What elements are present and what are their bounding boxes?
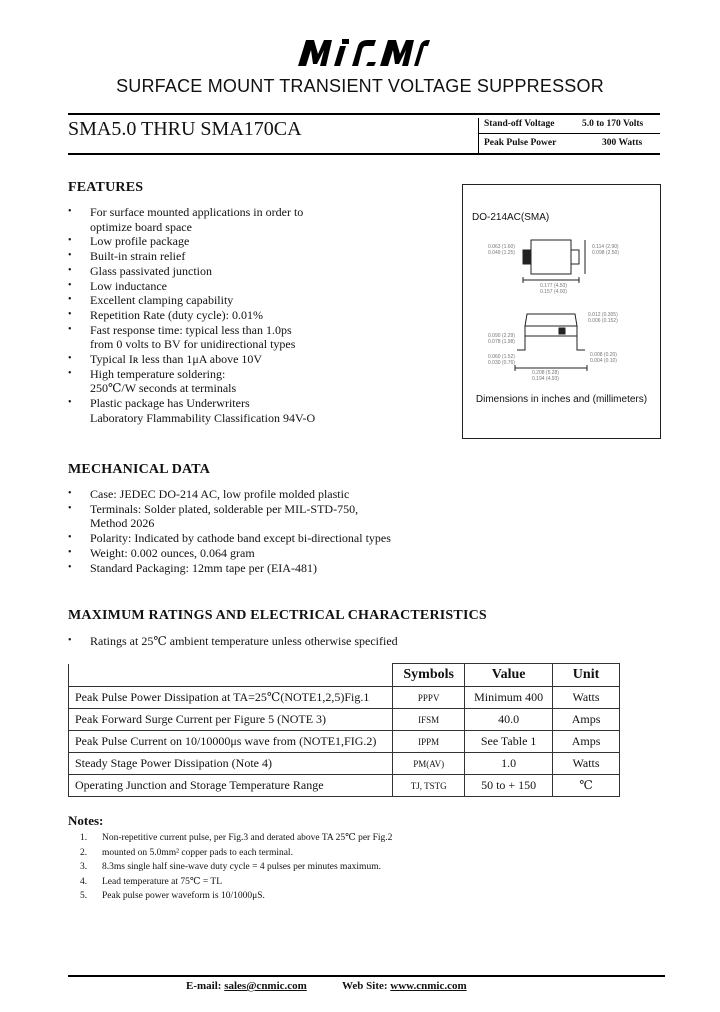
note-item: 1. Non-repetitive current pulse, per Fig.3 and derated above TA 25℃ per Fig.2: [80, 833, 393, 843]
list-item: • Standard Packaging: 12mm tape per (EIA-481): [68, 561, 391, 576]
package-dims-caption: Dimensions in inches and (millimeters): [475, 394, 648, 405]
list-item: • Typical Iʀ less than 1μA above 10V: [68, 352, 315, 367]
company-logo: [296, 36, 430, 68]
table-header-row: [69, 664, 620, 687]
list-item: • For surface mounted applications in order to optimize board space: [68, 205, 315, 234]
list-item: • Plastic package has Underwriters Laboratory Flammability Classification 94V-O: [68, 396, 316, 425]
list-item: • Low inductance: [68, 279, 315, 294]
list-item-text: optimize board space: [90, 219, 192, 234]
table-cell-param: Operating Junction and Storage Temperature Range: [69, 775, 393, 797]
table-row: [69, 753, 620, 775]
table-cell-symbol: IFSM: [393, 709, 465, 731]
mechanical-heading: MECHANICAL DATA: [68, 462, 211, 477]
footer-rule: [68, 975, 665, 977]
spec-label: Stand-off Voltage: [484, 119, 555, 129]
package-dimension-labels: 0.008 (0.20) 0.004 (0.10): [590, 352, 617, 364]
table-cell-symbol: IPPM: [393, 731, 465, 753]
notes-list: [80, 831, 392, 904]
list-item-text: Terminals: Solder plated, solderable per MIL-STD-750,: [90, 501, 359, 516]
list-item-text: Typical Iʀ less than 1μA above 10V: [90, 352, 263, 367]
table-cell-param: Steady Stage Power Dissipation (Note 4): [69, 753, 393, 775]
table-header-cell: Value: [465, 664, 553, 687]
list-item-text: Weight: 0.002 ounces, 0.064 gram: [90, 545, 255, 560]
spec-value: 5.0 to 170 Volts: [582, 119, 644, 129]
spec-divider: [478, 133, 660, 134]
table-cell-unit: Watts: [553, 687, 620, 709]
list-item-text: Laboratory Flammability Classification 94V-O: [90, 410, 316, 425]
package-dimension-labels: 0.012 (0.305) 0.006 (0.152): [588, 312, 618, 324]
features-list: [68, 205, 315, 426]
table-row: [69, 687, 620, 709]
table-header-cell: Symbols: [393, 664, 465, 687]
table-cell-symbol: PPPV: [393, 687, 465, 709]
list-item-text: from 0 volts to BV for unidirectional types: [90, 337, 296, 352]
table-cell-unit: ℃: [553, 775, 620, 797]
footer-website: [342, 980, 467, 992]
list-item-text: For surface mounted applications in order to: [90, 205, 304, 219]
header-rule: [68, 113, 660, 115]
package-name: DO-214AC(SMA): [472, 212, 550, 223]
table-row: [69, 775, 620, 797]
package-dimension-labels: 0.208 (5.28) 0.194 (4.93): [532, 370, 559, 382]
table-cell-unit: Amps: [553, 709, 620, 731]
package-dimension-labels: 0.090 (2.29) 0.078 (1.98): [488, 333, 515, 345]
document-title: SURFACE MOUNT TRANSIENT VOLTAGE SUPPRESSOR: [116, 76, 604, 96]
package-dimension-labels: 0.114 (2.90) 0.098 (2.50): [592, 244, 619, 256]
features-heading: FEATURES: [68, 180, 144, 195]
list-item: • High temperature soldering: 250℃/W seconds at terminals: [68, 367, 315, 396]
ratings-note: • Ratings at 25℃ ambient temperature unless otherwise specified: [68, 634, 398, 648]
list-item-text: Fast response time: typical less than 1.0ps: [90, 322, 292, 337]
mechanical-list: [68, 487, 391, 575]
list-item-text: Repetition Rate (duty cycle): 0.01%: [90, 307, 263, 322]
list-item-text: Excellent clamping capability: [90, 293, 234, 308]
list-item-text: Method 2026: [90, 516, 155, 531]
spec-divider: [478, 118, 479, 154]
list-item-text: Polarity: Indicated by cathode band except bi-directional types: [90, 531, 391, 546]
table-header-cell: [69, 664, 393, 687]
table-row: [69, 709, 620, 731]
list-item-text: Low inductance: [90, 278, 167, 293]
website-label: Web Site:: [342, 980, 388, 992]
table-cell-symbol: PM(AV): [393, 753, 465, 775]
list-item-text: High temperature soldering:: [90, 366, 226, 381]
list-item-text: Low profile package: [90, 234, 190, 249]
list-item: • Built-in strain relief: [68, 249, 315, 264]
list-item: • Low profile package: [68, 234, 315, 249]
part-range: SMA5.0 THRU SMA170CA: [68, 118, 302, 140]
email-label: E-mail:: [186, 980, 222, 992]
list-item: • Excellent clamping capability: [68, 293, 315, 308]
table-cell-value: See Table 1: [465, 731, 553, 753]
table-cell-param: Peak Pulse Current on 10/10000μs wave from (NOTE1,FIG.2): [69, 731, 393, 753]
note-item: 4. Lead temperature at 75℃ = TL: [80, 876, 222, 887]
package-dimension-labels: 0.063 (1.60) 0.049 (1.25): [488, 244, 515, 256]
website-link[interactable]: www.cnmic.com: [390, 980, 467, 992]
table-cell-value: 50 to + 150: [465, 775, 553, 797]
list-item: • Case: JEDEC DO-214 AC, low profile molded plastic: [68, 487, 391, 502]
list-item: • Polarity: Indicated by cathode band except bi-directional types: [68, 531, 391, 546]
table-cell-value: Minimum 400: [465, 687, 553, 709]
note-item: 2. mounted on 5.0mm² copper pads to each terminal.: [80, 847, 293, 858]
list-item: • Fast response time: typical less than 1.0ps from 0 volts to BV for unidirectional types: [68, 323, 315, 352]
notes-heading: Notes:: [68, 813, 104, 828]
list-item: • Terminals: Solder plated, solderable per MIL-STD-750, Method 2026: [68, 502, 391, 531]
list-item-text: Glass passivated junction: [90, 263, 212, 278]
note-item: 5. Peak pulse power waveform is 10/1000μS.: [80, 891, 265, 901]
header-rule: [68, 153, 660, 155]
list-item-text: Plastic package has Underwriters: [90, 396, 250, 411]
ratings-table: [68, 663, 620, 797]
table-cell-value: 1.0: [465, 753, 553, 775]
footer-email: [186, 980, 307, 992]
list-item-text: Case: JEDEC DO-214 AC, low profile molded plastic: [90, 487, 350, 501]
list-item: • Weight: 0.002 ounces, 0.064 gram: [68, 546, 391, 561]
spec-value: 300 Watts: [602, 138, 643, 148]
table-cell-symbol: TJ, TSTG: [393, 775, 465, 797]
table-cell-value: 40.0: [465, 709, 553, 731]
list-item: • Glass passivated junction: [68, 264, 315, 279]
table-cell-unit: Watts: [553, 753, 620, 775]
spec-label: Peak Pulse Power: [484, 138, 557, 148]
package-dimension-labels: 0.177 (4.50) 0.157 (4.00): [540, 283, 567, 295]
table-cell-param: Peak Pulse Power Dissipation at TA=25℃(NOTE1,2,5)Fig.1: [69, 687, 393, 709]
list-item: • Repetition Rate (duty cycle): 0.01%: [68, 308, 315, 323]
list-item-text: 250℃/W seconds at terminals: [90, 381, 237, 396]
ratings-heading: MAXIMUM RATINGS AND ELECTRICAL CHARACTERISTICS: [68, 608, 487, 623]
table-cell-unit: Amps: [553, 731, 620, 753]
email-link[interactable]: sales@cnmic.com: [224, 980, 307, 992]
table-row: [69, 731, 620, 753]
list-item-text: Built-in strain relief: [90, 249, 186, 264]
table-header-cell: Unit: [553, 664, 620, 687]
note-item: 3. 8.3ms single half sine-wave duty cycle = 4 pulses per minutes maximum.: [80, 862, 381, 872]
list-item-text: Standard Packaging: 12mm tape per (EIA-481): [90, 560, 317, 575]
table-cell-param: Peak Forward Surge Current per Figure 5 (NOTE 3): [69, 709, 393, 731]
package-dimension-labels: 0.060 (1.52) 0.030 (0.76): [488, 354, 515, 366]
